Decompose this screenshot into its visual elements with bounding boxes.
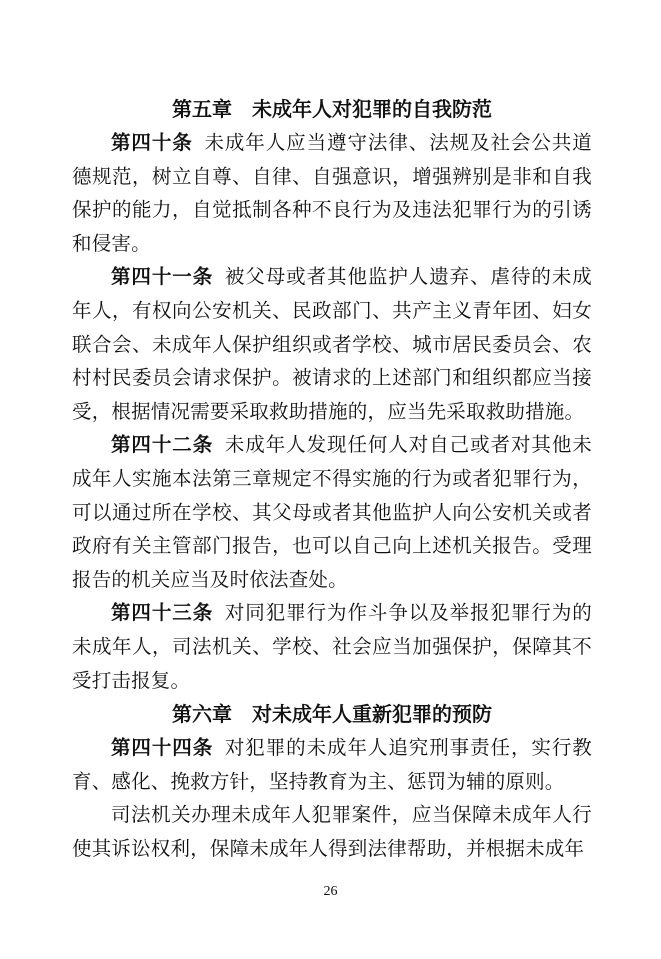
article-42-label: 第四十二条 bbox=[111, 433, 214, 457]
article-42 bbox=[72, 428, 592, 596]
article-43-label: 第四十三条 bbox=[111, 601, 214, 625]
article-41-label: 第四十一条 bbox=[111, 265, 214, 289]
page-number: 26 bbox=[323, 884, 338, 899]
article-40-label: 第四十条 bbox=[111, 131, 193, 154]
chapter-6-heading: 第六章 对未成年人重新犯罪的预防 bbox=[172, 702, 492, 727]
article-41 bbox=[72, 260, 592, 428]
article-43-text: 对同犯罪行为作斗争以及举报犯罪行为的未成年人，司法机关、学校、社会应当加强保护，保障其不受打击报复。 bbox=[72, 601, 592, 692]
article-44-paragraph-2: 司法机关办理未成年人犯罪案件，应当保障未成年人行使其诉讼权利，保障未成年人得到法律帮助，并根据未成年 bbox=[72, 803, 592, 860]
article-44 bbox=[72, 731, 592, 798]
article-42-text: 未成年人发现任何人对自己或者对其他未成年人实施本法第三章规定不得实施的行为或者犯罪行为，可以通过所在学校、其父母或者其他监护人向公安机关或者政府有关主管部门报告，也可以自己向上述机关报告。受理报告的机关应当及时依法查处。 bbox=[72, 433, 592, 591]
chapter-5-heading: 第五章 未成年人对犯罪的自我防范 bbox=[172, 97, 492, 121]
article-44-text: 对犯罪的未成年人追究刑事责任，实行教育、感化、挽救方针，坚持教育为主、惩罚为辅的原则。 bbox=[72, 736, 592, 793]
article-41-text: 被父母或者其他监护人遗弃、虐待的未成年人，有权向公安机关、民政部门、共产主义青年团、妇女联合会、未成年人保护组织或者学校、城市居民委员会、农村村民委员会请求保护。被请求的上述部门和组织都应当接受，根据情况需要采取救助措施的，应当先采取救助措施。 bbox=[72, 265, 592, 423]
article-44-label: 第四十四条 bbox=[111, 736, 214, 760]
article-40-text: 未成年人应当遵守法律、法规及社会公共道德规范，树立自尊、自律、自强意识，增强辨别是非和自我保护的能力，自觉抵制各种不良行为及违法犯罪行为的引诱和侵害。 bbox=[72, 131, 592, 255]
article-40 bbox=[72, 126, 592, 260]
page-content bbox=[72, 92, 592, 865]
article-43 bbox=[72, 596, 592, 697]
